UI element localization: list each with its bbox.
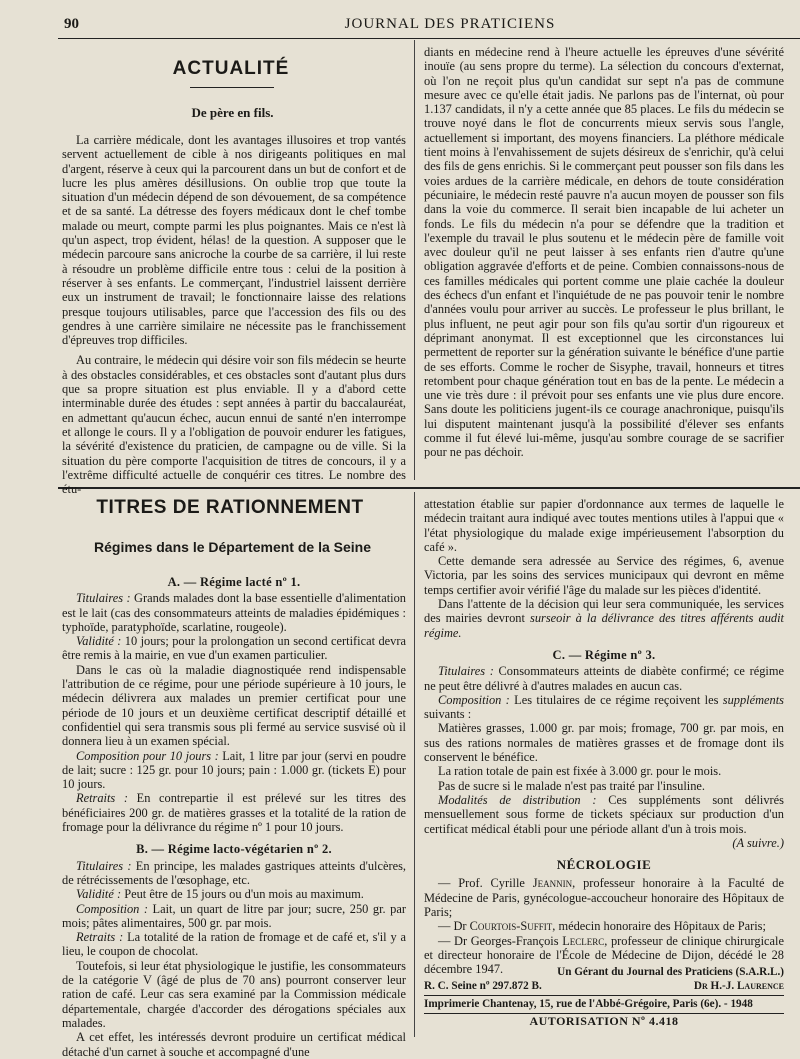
necrologie-entry-2 [424,919,784,933]
text: Peut être de 15 jours ou d'un mois au maximum. [121,887,364,902]
text: Lait, 1 litre par jour (servi en poudre de lait; sucre : 125 gr. pour 10 jours; pain : 1.000 gr. (tickets E) pour 10 jours. [62,748,406,792]
label: Validité : [76,887,122,902]
text: — Dr Georges-François [438,933,563,948]
label: Retraits : [76,791,128,806]
regime-a-heading: A. — Régime lacté nº 1. [167,575,301,589]
regime-c-matieres: Matières grasses, 1.000 gr. par mois; fromage, 700 gr. par mois, en sus des rations normales de matières grasses et de fromage dont ils conservent le bénéfice. [424,721,784,765]
label: Composition pour 10 jours : [76,748,219,763]
regime-c-composition [424,693,784,722]
text: Dans l'attente de la décision qui leur sera communiquée, les services des mairies devront [424,597,784,626]
actualite-title: ACTUALITÉ [172,58,290,79]
actualite-paragraph-2: Au contraire, le médecin qui désire voir son fils médecin se heurte à des obstacles considérables, et ces obstacles sont d'autant plus durs que sa propre situation est plus enviable. Il y a d'abord cette interminable durée des études : sept années à partir du baccalauréat, en admettant qu'aucun échec, aucun ennui de santé n'en interrompe et allonge le cours. Il y a l'obligation de pouvoir endurer les fatigues, la sévérité d'existence du praticien, de campagne ou de ville. Si la situation du père comporte l'acquisition de titres de concours, il y a l'extrême difficulté actuelle de conquérir ces titres. Le nombre des étu- [62,353,406,497]
actualite-subtitle: De père en fils. [191,105,274,120]
text: — Dr [438,919,470,934]
imprimerie-line: Imprimerie Chantenay, 15, rue de l'Abbé-Grégoire, Paris (6e). - 1948 [424,995,784,1011]
director-name: Dr H.-J. Laurence [693,980,784,992]
actualite-column-left [62,133,406,496]
text: Lait, un quart de litre par jour; sucre, 250 gr. par mois; pâtes alimentaires, 500 gr. par mois. [62,901,406,930]
label: Retraits : [76,930,124,945]
label: Composition : [76,901,148,916]
regime-c-modalites [424,793,784,836]
text: Les titulaires de ce régime reçoivent les [509,692,723,707]
text: Grands malades dont la base essentielle d'alimentation est le lait (cas des consommateurs atteints de maladies épidémiques : typhoïde, paratyphoïde, scarlatine, rougeole). [62,591,407,634]
text: Consommateurs atteints de diabète confirmé; ce régime ne peut être délivré à d'autres malades en aucun cas. [424,664,784,693]
label: Titulaires : [76,858,132,873]
emphasis: suppléments [722,692,785,707]
regime-b-retraits [62,930,406,959]
surname: Courtois-Suffit [469,919,553,934]
text: , professeur honoraire à la Faculté de Médecine de Paris, gynécologue-accoucheur honoraire des Hôpitaux de Paris; [424,876,784,920]
regime-a-titulaires [62,591,406,634]
rc-line [424,979,784,993]
regime-b-attente [424,597,784,640]
actualite-paragraph-3: diants en médecine rend à l'heure actuelle les épreuves d'une sévérité inouïe (au sens propre du terme). La sélection du concours d'externat, où l'on ne reçoit plus qu'un candidat sur sept n'a pas de commune mesure avec ce qu'elle était jadis. Ne parlons pas de l'internat, où pour 1.137 candidats, il n'y a cette année que 85 places. Le fils du médecin se trouve noyé dans le flot de concurrents mieux servis sous l'angle, actuellement si important, des moyens financiers. La pléthore médicale tient moins à l'envahissement de sujets désireux de s'enrichir, qu'à celui des fils de gens enrichis. Si le commerçant peut pousser son fils dans les voies ardues de la carrière médicale, en dehors de toute considération pécuniaire, le médecin resté pauvre n'a aucun moyen de pousser son fils dans la voie du commerce. Il serait bien incapable de lui acheter un fonds. Le fils du médecin n'a pour se défendre que la tradition et l'exemple du travail le plus soutenu et le médecin père de famille voit avec douleur qu'il ne peut laisser à ses enfants rien d'autre qu'une obligation aggravée d'efforts et de peine. Combien connaissons-nous de ces familles médicales qui portent comme une plaie cachée la douleur des échecs d'un enfant et l'inquiétude de ne pas pouvoir tenir le nombre d'années voulu pour arriver au succès. Le professeur le plus brillant, le plus influent, ne peut agir pour son fils qu'au sortir d'un rigoureux et déprimant anonymat. Il est exceptionnel que les circonstances lui permettent de reporter sur la génération suivante le bénéfice d'une partie de ses efforts. Comme le rocher de Sisyphe, travail, honneurs et titres retombent pour chaque génération tout en bas de la pente. Le médecin a une vie très dure : il prévoit pour ses enfants une vie plus dure encore. Sans doute les politiciens jugent-ils ce courage anachronique, puisqu'ils lui disputent maintenant jusqu'à la possibilité d'élever ses enfants comme il fut élevé lui-même, jusqu'au sombre courage de se sacrifier pour ne pas déchoir. [424,45,784,460]
regime-c-pain: La ration totale de pain est fixée à 3.000 gr. pour le mois. [438,764,722,779]
rationnement-column-left [62,570,406,1059]
regime-b-paragraph-6: A cet effet, les intéressés devront produire un certificat médical détaché d'un carnet à souche et accompagné d'une [62,1030,406,1059]
emphasis: surseoir à la délivrance des titres afférents audit régime. [424,611,784,640]
regime-b-paragraph-5: Toutefois, si leur état physiologique le justifie, les consommateurs de la catégorie V (âgé de plus de 70 ans) pourront conserver leur ration de café. Leur cas sera examiné par la Commission médicale départementale, chargée d'accorder des dérogations spéciales aux malades. [62,958,406,1030]
label: Titulaires : [76,591,131,606]
rationnement-column-right [424,497,784,977]
text: , médecin honoraire des Hôpitaux de Paris; [552,919,766,934]
text: Ces suppléments sont délivrés mensuellement sous forme de tickets spéciaux sur production d'un certificat médical établi pour une période allant d'un à trois mois. [424,792,784,836]
label: Composition : [438,692,510,707]
text: suivants : [424,707,472,722]
text: — Prof. Cyrille [438,876,533,891]
regime-b-titulaires [62,859,406,888]
regime-c-titulaires [424,664,784,693]
gerant-line: Un Gérant du Journal des Praticiens (S.A.R.L.) [557,966,784,978]
actualite-column-right [424,45,784,460]
regime-b-composition [62,902,406,931]
regime-c-sucre: Pas de sucre si le malade n'est pas traité par l'insuline. [438,778,705,793]
regime-b-demande: Cette demande sera adressée au Service des régimes, 6, avenue Victoria, par les soins des services municipaux qui devront en même temps certifier avoir vérifié l'âge du malade sur les pièces d'identité. [424,554,784,597]
regime-b-attestation: attestation établie sur papier d'ordonnance aux termes de laquelle le médecin traitant aura indiqué avec toutes mentions utiles à l'appui que « l'état physiologique du malade exige impérieusement l'absorption du café ». [424,497,784,554]
text: 10 jours; pour la prolongation un second certificat devra être remis à la mairie, en vue d'un examen particulier. [62,634,406,663]
regime-a-retraits [62,791,406,834]
text: , professeur de clinique chirurgicale et directeur honoraire de l'École de Médecine de Dijon, décédé le 28 décembre 1947. [424,933,784,977]
rationnement-title: TITRES DE RATIONNEMENT [96,497,364,518]
regime-c-heading: C. — Régime nº 3. [552,647,656,662]
text: En contrepartie il est prélevé sur les titres des bénéficiaires 200 gr. de matières grasses et la totalité de la ration de fromage pour la délivrance du régime nº 1 pour 10 jours. [62,791,406,835]
column-rule-top [414,40,415,480]
rationnement-subtitle: Régimes dans le Département de la Seine [94,539,371,555]
surname: Jeannin [532,876,573,891]
actualite-title-rule [190,87,274,88]
regime-b-heading: B. — Régime lacto-végétarien nº 2. [136,842,332,857]
page-number: 90 [64,16,79,32]
autorisation-line: AUTORISATION Nº 4.418 [424,1013,784,1028]
necrologie-title: NÉCROLOGIE [556,857,652,873]
necrologie-entry-1 [424,876,784,919]
regime-a-paragraph: Dans le cas où la maladie diagnostiquée rend indispensable l'attribution de ce régime, pour une période supérieure à 10 jours, le médecin délivrera aux malades un premier certificat pour une période de 10 jours et un deuxième certificat descriptif détaillé et confidentiel qui sera transmis sous pli fermé au service susvisé où il donnera lieu à un examen spécial. [62,662,406,749]
text: En principe, les malades gastriques atteints d'ulcères, de rétrécissements de l'œsophage, etc. [62,858,407,887]
rc-number: R. C. Seine nº 297.872 B. [424,980,542,992]
header-rule [58,38,800,39]
column-rule-bottom [414,492,415,1037]
imprint-footer [424,965,784,1028]
journal-title: JOURNAL DES PRATICIENS [344,16,556,32]
label: Validité : [76,634,122,649]
regime-b-validite [62,887,406,901]
regime-a-composition [62,749,406,792]
regime-a-validite [62,634,406,663]
a-suivre: (A suivre.) [732,835,784,850]
text: La totalité de la ration de fromage et de café et, s'il y a lieu, le coupon de chocolat. [62,930,406,959]
label: Modalités de distribution : [438,792,597,807]
label: Titulaires : [438,664,494,679]
surname: Leclerc [562,933,605,948]
actualite-paragraph-1: La carrière médicale, dont les avantages illusoires et trop vantés servent actuellement de cible à nos dirigeants politiques en mal d'argent, réserve à ceux qui la parcourent dans un but de confort et de lucre les plus amères désillusions. On oublie trop que toute la situation d'un médecin dépend de son dévouement, de sa compétence et de sa santé. La détresse des foyers médicaux dont le chef tombe malade ou meurt, compte parmi les plus poignantes. Mais ce n'est là qu'un aspect, trop évident, hélas! de la question. A supposer que le médecin parcoure sans anicroche la courbe de sa carrière, il lui reste à résoudre un problème difficile entre tous : celui de la position à réserver à ses enfants. Le commerçant, l'industriel laissent derrière eux un instrument de travail; le fonctionnaire laisse des relations presque toujours utilisables, parce que l'accession des fils ou des gendres à une carrière similaire ne nécessite pas le franchissement d'épreuves trop difficiles. [62,133,406,348]
